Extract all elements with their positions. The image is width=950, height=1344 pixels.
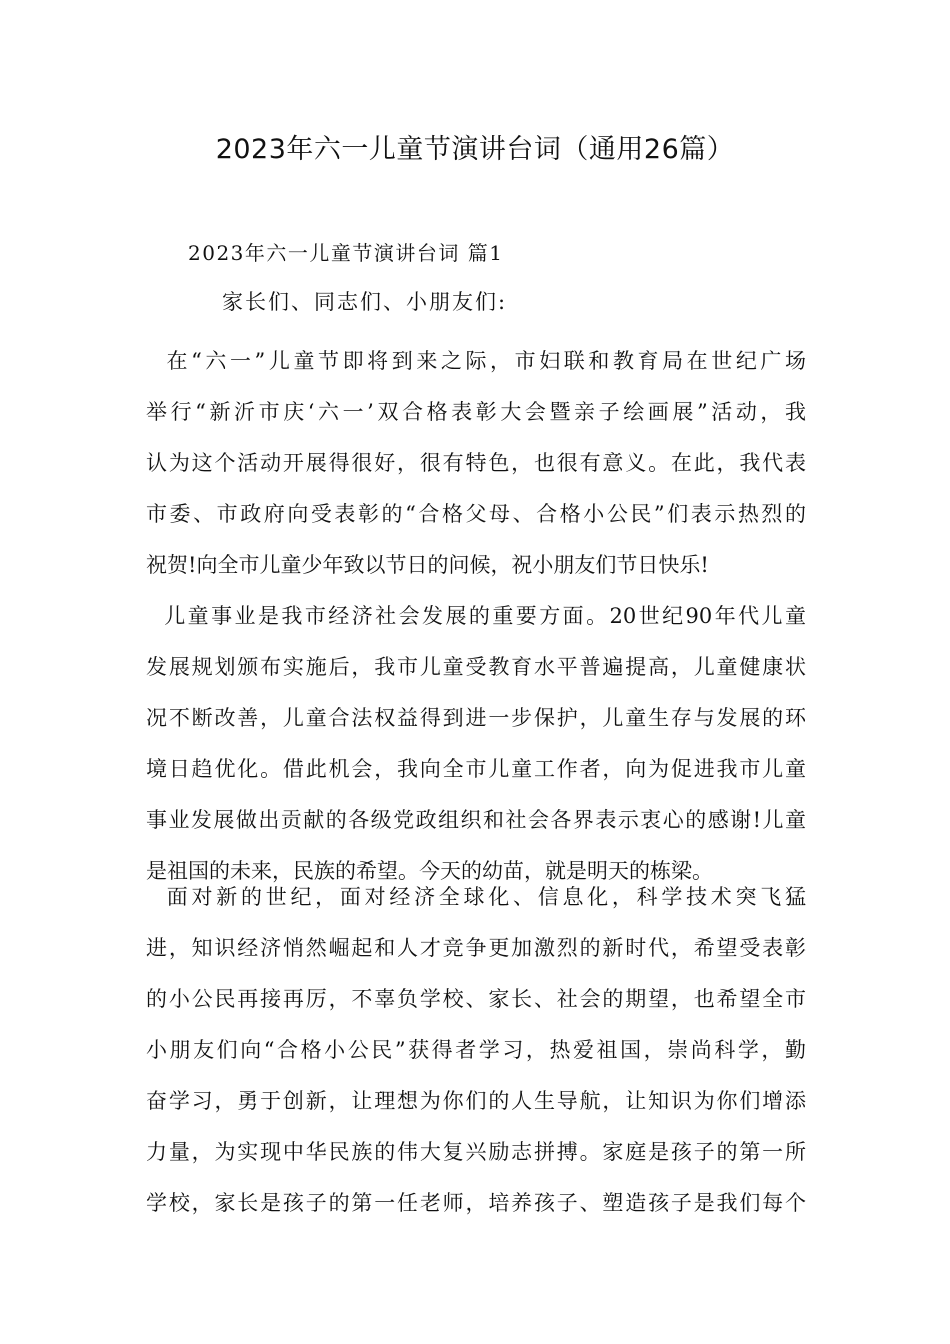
paragraph-1 [146, 336, 806, 591]
paragraph-line: 事业发展做出贡献的各级党政组织和社会各界表示衷心的感谢!儿童 [146, 808, 806, 832]
paragraph-line: 小朋友们向“合格小公民”获得者学习，热爱祖国，崇尚科学，勤 [146, 1038, 806, 1062]
paragraph-line: 的小公民再接再厉，不辜负学校、家长、社会的期望，也希望全市 [146, 987, 806, 1011]
paragraph-line: 学校，家长是孩子的第一任老师，培养孩子、塑造孩子是我们每个 [146, 1191, 806, 1215]
paragraph-line: 祝贺!向全市儿童少年致以节日的问候，祝小朋友们节日快乐! [146, 553, 709, 577]
paragraph-line: 发展规划颁布实施后，我市儿童受教育水平普遍提高，儿童健康状 [146, 655, 806, 679]
paragraph-line: 是祖国的未来，民族的希望。今天的幼苗，就是明天的栋梁。 [146, 859, 713, 883]
section-heading: 2023年六一儿童节演讲台词 篇1 [188, 241, 504, 265]
salutation: 家长们、同志们、小朋友们: [222, 290, 508, 314]
paragraph-line: 力量，为实现中华民族的伟大复兴励志拼搏。家庭是孩子的第一所 [146, 1140, 806, 1164]
paragraph-line: 市委、市政府向受表彰的“合格父母、合格小公民”们表示热烈的 [146, 502, 806, 526]
paragraph-line: 况不断改善，儿童合法权益得到进一步保护，儿童生存与发展的环 [146, 706, 806, 730]
paragraph-line: 奋学习，勇于创新，让理想为你们的人生导航，让知识为你们增添 [146, 1089, 806, 1113]
paragraph-2 [146, 591, 806, 897]
paragraph-line: 举行“新沂市庆‘六一’双合格表彰大会暨亲子绘画展”活动，我 [146, 400, 806, 424]
document-title: 2023年六一儿童节演讲台词（通用26篇） [215, 134, 735, 165]
paragraph-line: 认为这个活动开展得很好，很有特色，也很有意义。在此，我代表 [146, 451, 806, 475]
paragraph-line: 进，知识经济悄然崛起和人才竞争更加激烈的新时代，希望受表彰 [146, 936, 806, 960]
paragraph-3 [146, 872, 806, 1229]
paragraph-line: 在“六一”儿童节即将到来之际，市妇联和教育局在世纪广场 [146, 349, 806, 373]
paragraph-line: 儿童事业是我市经济社会发展的重要方面。20世纪90年代儿童 [146, 604, 806, 628]
paragraph-line: 面对新的世纪，面对经济全球化、信息化，科学技术突飞猛 [146, 885, 806, 909]
paragraph-line: 境日趋优化。借此机会，我向全市儿童工作者，向为促进我市儿童 [146, 757, 806, 781]
